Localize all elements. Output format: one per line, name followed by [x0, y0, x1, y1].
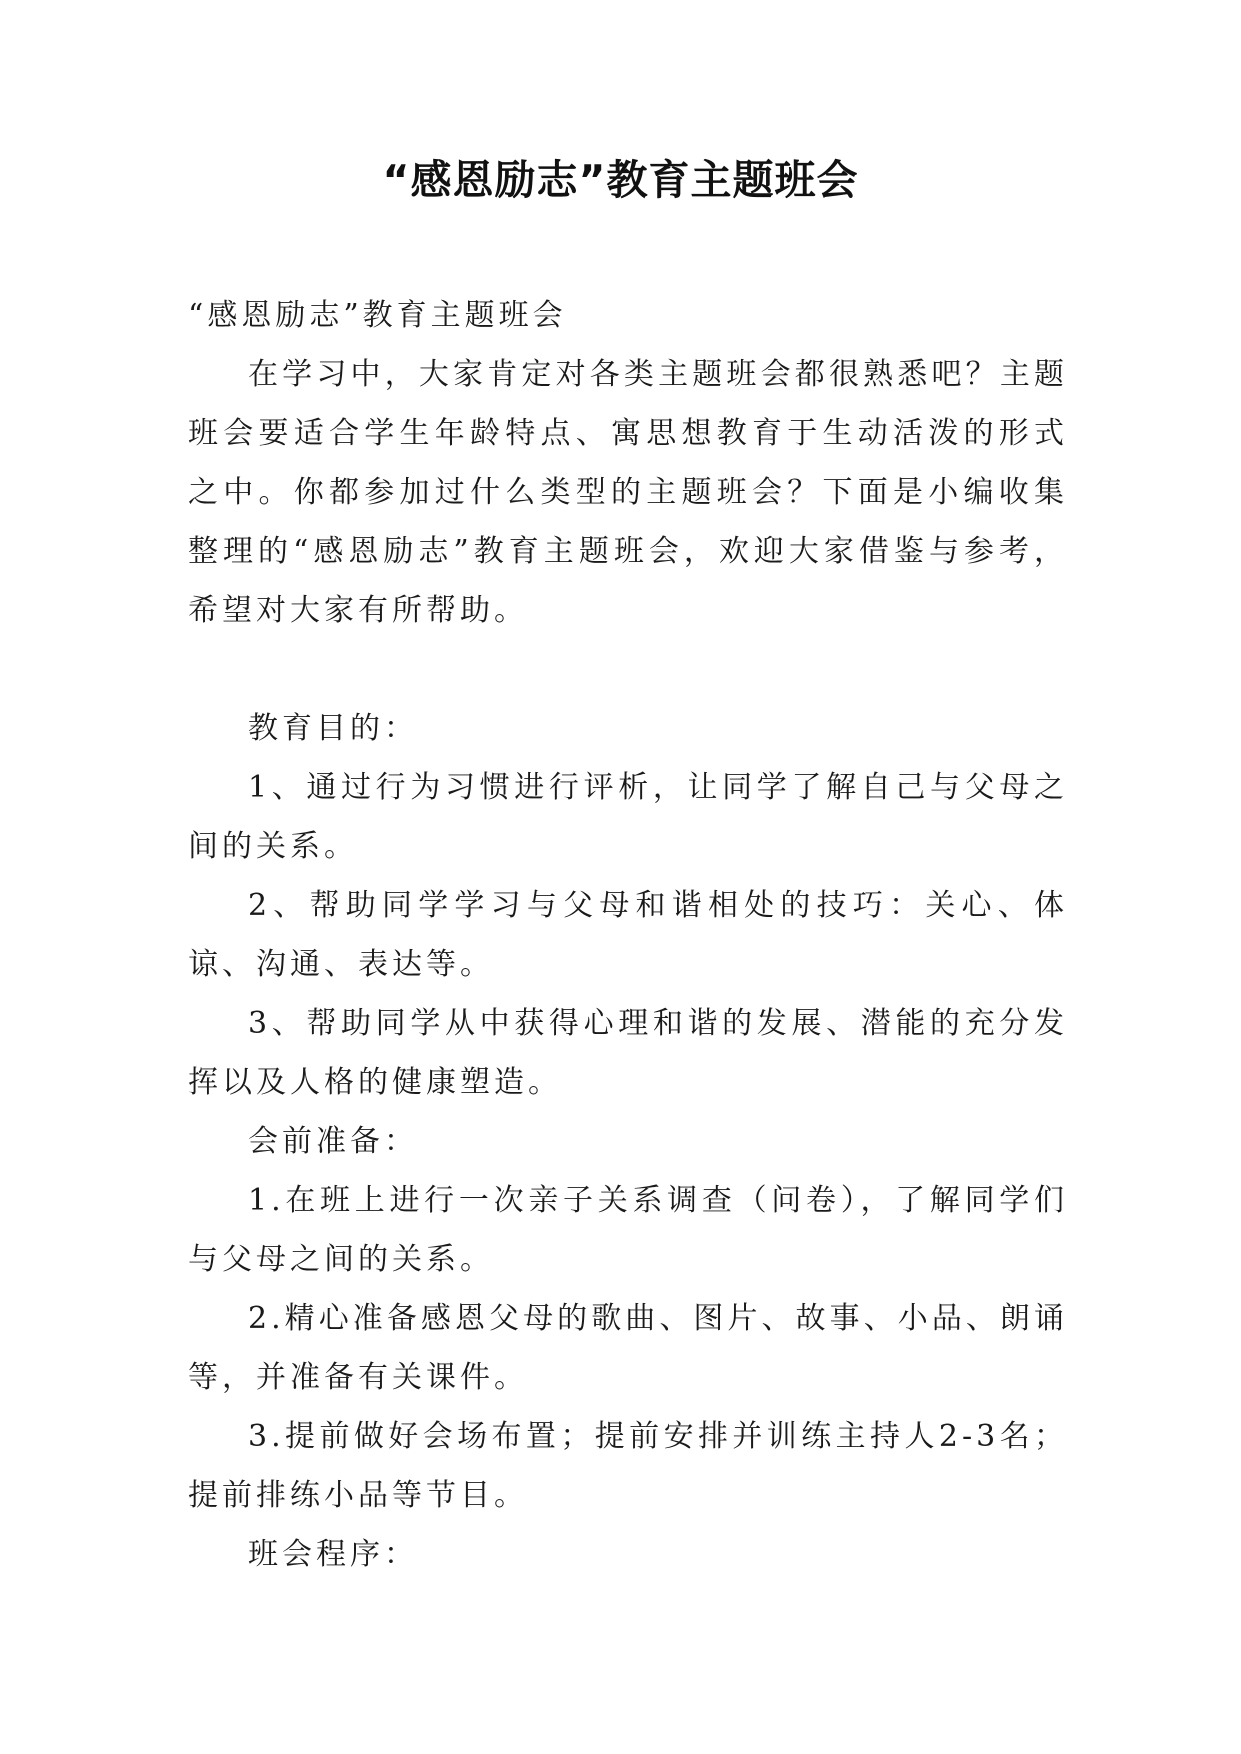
subtitle-paragraph: “感恩励志”教育主题班会 — [188, 298, 567, 333]
section-heading-procedure: 班会程序： — [248, 1537, 418, 1572]
goal-item-1: 1、通过行为习惯进行评析，让同学了解自己与父母之间的关系。 — [188, 770, 1068, 864]
goal-item-2: 2、帮助同学学习与父母和谐相处的技巧：关心、体谅、沟通、表达等。 — [188, 888, 1068, 982]
preparation-item-2: 2.精心准备感恩父母的歌曲、图片、故事、小品、朗诵等，并准备有关课件。 — [188, 1301, 1068, 1395]
preparation-item-3: 3.提前做好会场布置；提前安排并训练主持人2-3名；提前排练小品等节目。 — [188, 1419, 1068, 1513]
preparation-item-1: 1.在班上进行一次亲子关系调查（问卷），了解同学们与父母之间的关系。 — [188, 1183, 1068, 1277]
goal-item-3: 3、帮助同学从中获得心理和谐的发展、潜能的充分发挥以及人格的健康塑造。 — [188, 1006, 1068, 1100]
section-heading-goals: 教育目的： — [248, 711, 418, 746]
section-heading-preparation: 会前准备： — [248, 1124, 418, 1159]
document-title: “感恩励志”教育主题班会 — [382, 156, 859, 204]
paragraph-spacer — [188, 640, 1068, 699]
document-body — [188, 286, 1068, 1584]
intro-paragraph: 在学习中，大家肯定对各类主题班会都很熟悉吧？主题班会要适合学生年龄特点、寓思想教育于生动活泼的形式之中。你都参加过什么类型的主题班会？下面是小编收集整理的“感恩励志”教育主题班会，欢迎大家借鉴与参考，希望对大家有所帮助。 — [188, 357, 1068, 628]
